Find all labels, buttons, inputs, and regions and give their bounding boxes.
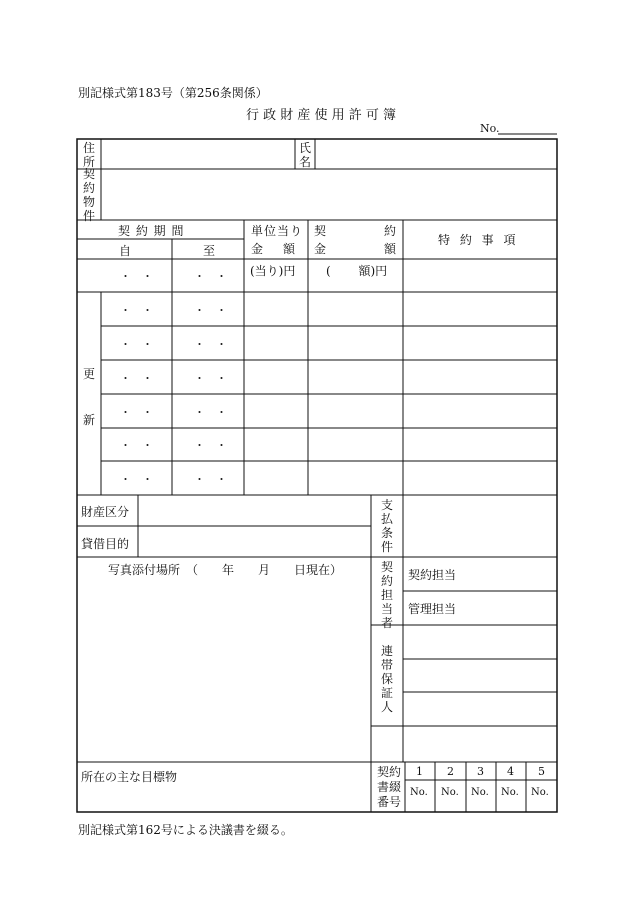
contract-officer-row1: 契約担当 (408, 568, 457, 582)
address-label: 住 所 (82, 141, 95, 169)
binder-col-1: 1 (416, 765, 423, 778)
renewal-from-date[interactable]: ・ ・ (120, 338, 153, 351)
renewal-label-2: 新 (83, 413, 96, 427)
contract-officer-row2: 管理担当 (408, 602, 457, 616)
address-field[interactable] (102, 140, 294, 168)
period-to-date[interactable]: ・ ・ (194, 270, 227, 283)
photo-area-label: 写真添付場所 (108, 563, 181, 577)
loan-purpose-label: 貸借目的 (81, 537, 130, 551)
contract-amount-header-d: 額 (384, 242, 397, 256)
binder-no-4[interactable]: No. (501, 787, 519, 798)
binder-label-line2: 書綴 (377, 780, 402, 794)
photo-as-of-date: （ 年 月 日現在） (186, 563, 343, 577)
form-reference: 別記様式第183号（第256条関係） (78, 86, 268, 100)
property-label: 契 約 物 件 (82, 167, 95, 223)
renewal-from-date[interactable]: ・ ・ (120, 473, 153, 486)
renewal-to-date[interactable]: ・ ・ (194, 338, 227, 351)
landmarks-field[interactable] (78, 784, 370, 811)
binder-col-5: 5 (538, 765, 545, 778)
period-to-label: 至 (203, 244, 216, 258)
contract-amount-header-c: 金 (314, 242, 327, 256)
property-field[interactable] (102, 170, 556, 219)
unit-price-unit: (当り)円 (250, 264, 296, 278)
contract-officer-label: 契 約 担 当 者 (380, 560, 393, 630)
binder-no-5[interactable]: No. (531, 787, 549, 798)
renewal-from-date[interactable]: ・ ・ (120, 439, 153, 452)
unit-price-header-line2: 金 額 (251, 242, 300, 256)
renewal-to-date[interactable]: ・ ・ (194, 304, 227, 317)
period-header: 契 約 期 間 (118, 224, 185, 238)
renewal-to-date[interactable]: ・ ・ (194, 406, 227, 419)
name-field[interactable] (316, 140, 556, 168)
binder-no-2[interactable]: No. (441, 787, 459, 798)
loan-purpose-field[interactable] (139, 527, 370, 556)
unit-price-header-line1: 単位当り (251, 224, 304, 238)
joint-guarantor-label: 連 帯 保 証 人 (380, 644, 393, 714)
binder-label-line3: 番号 (377, 795, 402, 809)
name-label: 氏 名 (298, 141, 311, 169)
renewal-to-date[interactable]: ・ ・ (194, 473, 227, 486)
contract-amount-header-a: 契 (314, 224, 327, 238)
property-class-field[interactable] (139, 496, 370, 525)
contract-amount-unit: ( 額)円 (326, 264, 388, 278)
photo-attach-area[interactable] (78, 578, 370, 761)
binder-col-2: 2 (447, 765, 454, 778)
payment-terms-label: 支 払 条 件 (380, 498, 393, 554)
renewal-to-date[interactable]: ・ ・ (194, 372, 227, 385)
binder-no-3[interactable]: No. (471, 787, 489, 798)
form-title: 行 政 財 産 使 用 許 可 簿 (246, 108, 397, 123)
binder-label-line1: 契約 (377, 765, 402, 779)
renewal-from-date[interactable]: ・ ・ (120, 304, 153, 317)
binder-col-4: 4 (507, 765, 514, 778)
contract-amount-header-b: 約 (384, 224, 397, 238)
period-from-label: 自 (119, 244, 132, 258)
period-from-date[interactable]: ・ ・ (120, 270, 153, 283)
landmarks-label: 所在の主な目標物 (81, 770, 178, 784)
renewal-from-date[interactable]: ・ ・ (120, 406, 153, 419)
renewal-to-date[interactable]: ・ ・ (194, 439, 227, 452)
binder-no-1[interactable]: No. (410, 787, 428, 798)
special-terms-header: 特 約 事 項 (438, 233, 519, 247)
footer-note: 別記様式第162号による決議書を綴る。 (78, 823, 293, 837)
ledger-number-label: No. (480, 122, 500, 135)
property-class-label: 財産区分 (81, 505, 130, 519)
payment-terms-field[interactable] (404, 496, 556, 556)
binder-col-3: 3 (477, 765, 484, 778)
renewal-label-1: 更 (83, 367, 96, 381)
renewal-from-date[interactable]: ・ ・ (120, 372, 153, 385)
